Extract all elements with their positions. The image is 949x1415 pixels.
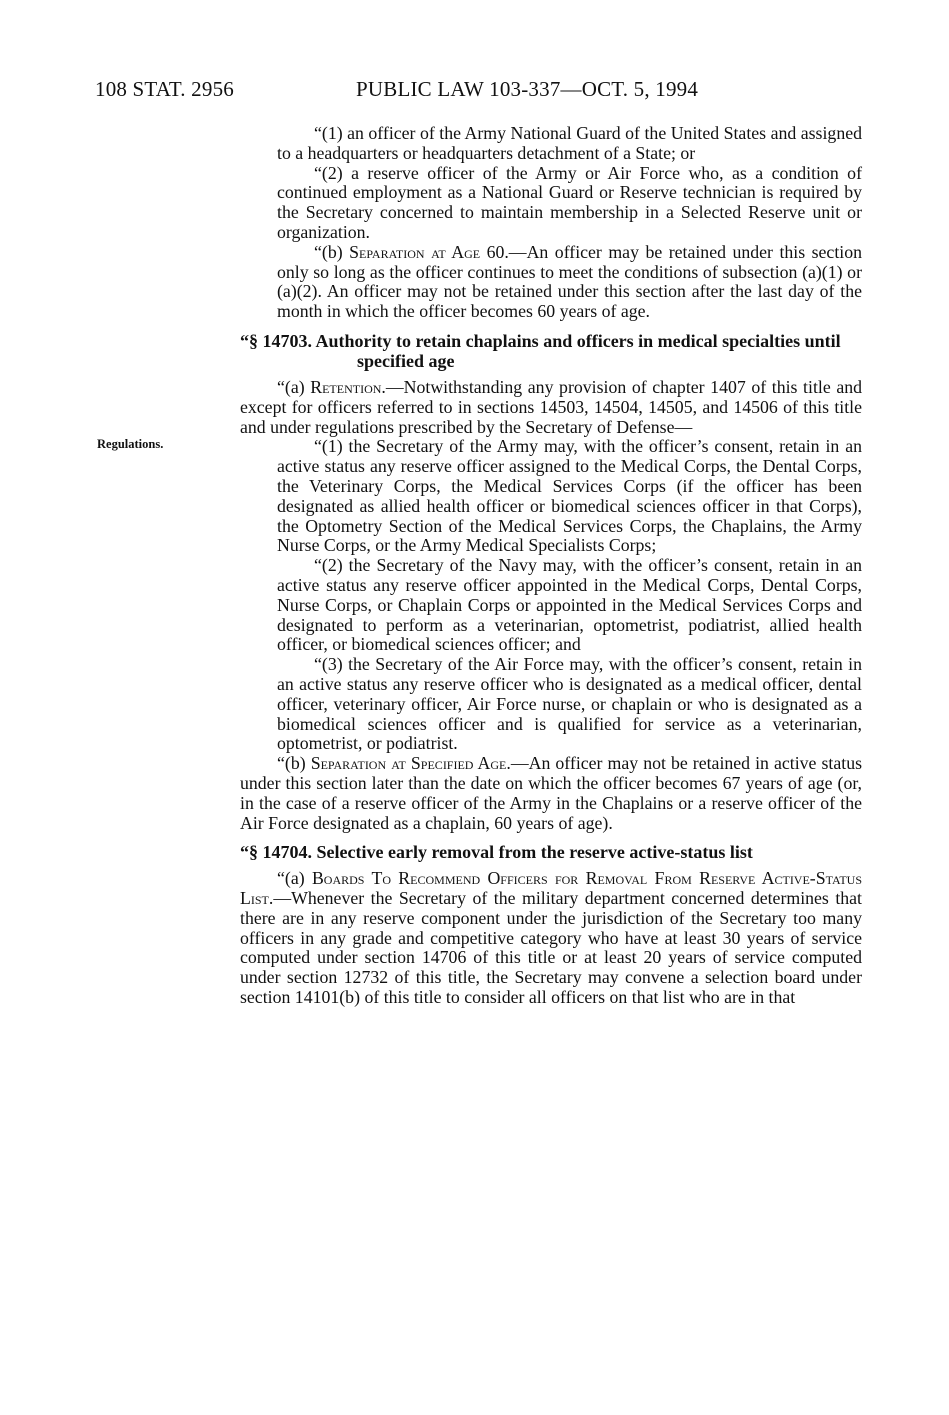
paragraph-text: —An officer may not be retained in active status under this section later than the date on which the officer becomes 67 years of age (or, in the case of a reserve officer of the Army in the Chaplains or a reserve officer of the Air Force designated as a chaplain, 60 years of age). (240, 753, 862, 833)
paragraph-a-retention (240, 378, 862, 437)
paragraph-heading: Boards To Recommend Officers for Removal From Reserve Active-Status List. (240, 868, 862, 909)
paragraph-text: —Notwithstanding any provision of chapter 1407 of this title and except for officers referred to in sections 14503, 14504, 14505, and 14506 of this title and under regulations prescribed by the Secretary of Defense— (240, 376, 862, 437)
paragraph-lead: “(b) (314, 241, 350, 262)
paragraph-a1: “(1) an officer of the Army National Guard of the United States and assigned to a headquarters or headquarters detachment of a State; or (277, 123, 862, 163)
public-law-header: PUBLIC LAW 103-337—OCT. 5, 1994 (356, 77, 699, 101)
paragraph-b-separation-specified-age (240, 754, 862, 833)
paragraph-lead: “(a) (277, 868, 312, 889)
paragraph-text: —Whenever the Secretary of the military department concerned determines that there are in any reserve component under the jurisdiction of the Secretary too many officers in any grade and competitive category who have at least 30 years of service computed under section 14706 of this title or at least 20 years of service computed under section 12732 of this title, the Secretary may convene a selection board under section 14101(b) of this title to consider all officers on that list who are in that (240, 888, 862, 1008)
document-body (240, 124, 862, 1008)
section-heading-14704: “§ 14704. Selective early removal from the reserve active-status list (240, 842, 753, 863)
margin-note-regulations: Regulations. (97, 437, 164, 451)
section-heading-14703: “§ 14703. Authority to retain chaplains and officers in medical specialties until specified age (240, 330, 841, 371)
paragraph-b-separation-60 (240, 243, 862, 322)
paragraph-retention-3: “(3) the Secretary of the Air Force may, with the officer’s consent, retain in an active status any reserve officer who is designated as a medical officer, dental officer, veterinary officer, Air Force nurse, or chaplain or who is designated as a biomedical sciences officer and is qualified for service as a veterinarian, optometrist, or podiatrist. (277, 654, 862, 754)
paragraph-retention-1: “(1) the Secretary of the Army may, with the officer’s consent, retain in an active status any reserve officer assigned to the Medical Corps, the Dental Corps, the Veterinary Corps, the Medical Services Corps (if the officer has been designated as allied health officer or biomedical sciences officer in that Corps), the Optometry Section of the Medical Services Corps, the Chaplains, the Army Nurse Corps, or the Army Medical Specialists Corps; (277, 436, 862, 556)
statute-page-reference: 108 STAT. 2956 (95, 77, 234, 101)
paragraph-a-boards (240, 869, 862, 1008)
paragraph-lead: “(a) (277, 376, 311, 397)
paragraph-heading: Separation at Age 60. (349, 241, 509, 262)
paragraph-lead: “(b) (277, 753, 311, 774)
paragraph-heading: Retention. (310, 376, 386, 397)
paragraph-heading: Separation at Specified Age. (310, 753, 511, 774)
paragraph-retention-2: “(2) the Secretary of the Navy may, with the officer’s consent, retain in an active status any reserve officer appointed in the Medical Corps, Dental Corps, Nurse Corps, or Chaplain Corps or appointed in the Medical Services Corps and designated to perform as a veterinarian, optometrist, podiatrist, allied health officer, or biomedical sciences officer; and (277, 555, 862, 655)
paragraph-a2: “(2) a reserve officer of the Army or Air Force who, as a condition of continued employment as a National Guard or Reserve technician is required by the Secretary concerned to maintain membership in a Selected Reserve unit or organization. (277, 162, 862, 242)
paragraph-text: —An officer may be retained under this section only so long as the officer continues to meet the conditions of subsection (a)(1) or (a)(2). An officer may not be retained under this section after the last day of the month in which the officer becomes 60 years of age. (277, 241, 862, 322)
